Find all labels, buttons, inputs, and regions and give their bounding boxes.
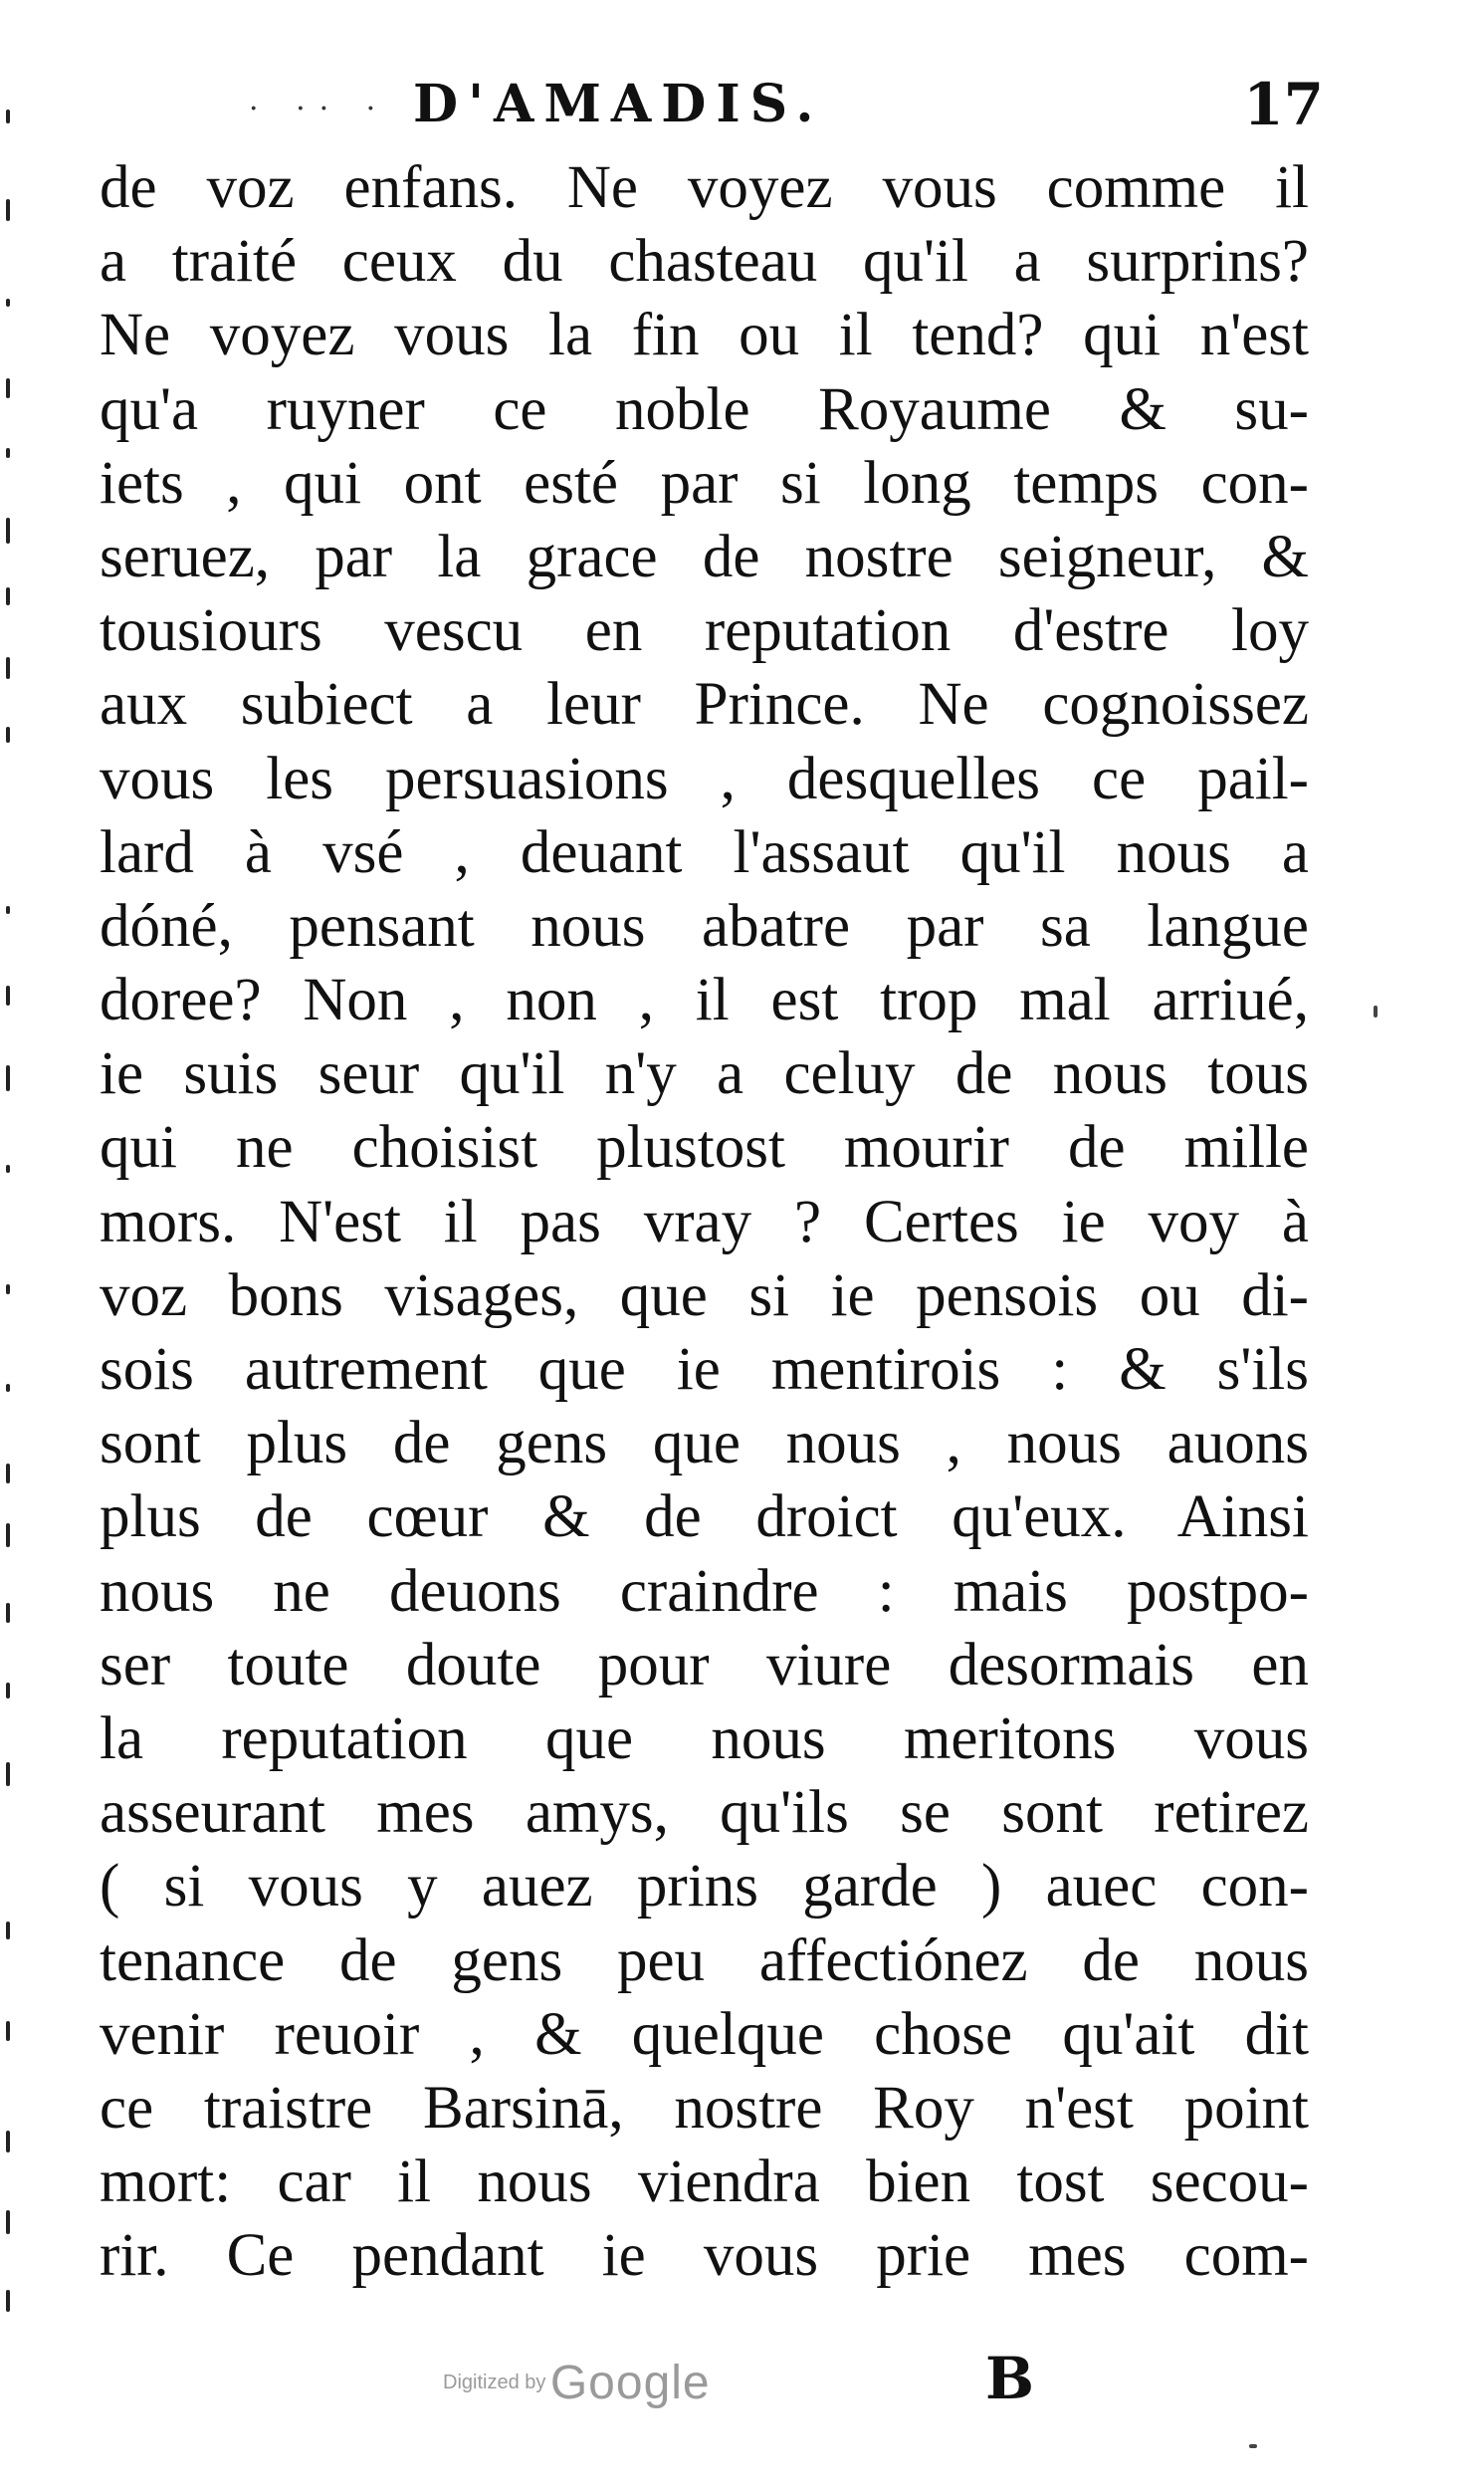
text-line: nous ne deuons craindre : mais postpo- [100,1557,1309,1625]
text-line: doree? Non , non , il est trop mal arriué, [100,967,1309,1034]
text-line: dóné, pensant nous abatre par sa langue [100,892,1309,960]
text-line: mors. N'est il pas vray ? Certes ie voy à [100,1188,1309,1255]
scan-speck [1249,2444,1257,2448]
text-line: ie suis seur qu'il n'y a celuy de nous tous [100,1040,1309,1108]
text-line: ce traistre Barsinā, nostre Roy n'est point [100,2074,1309,2142]
text-line: voz bons visages, que si ie pensois ou di- [100,1261,1309,1329]
text-line: vous les persuasions , desquelles ce pail- [100,745,1309,812]
text-line: ser toute doute pour viure desormais en [100,1631,1309,1698]
text-line: iets , qui ont esté par si long temps con- [100,449,1309,517]
text-line: asseurant mes amys, qu'ils se sont retirez [100,1779,1309,1847]
text-line: ( si vous y auez prins garde ) auec con- [100,1853,1309,1921]
digitized-watermark [443,2356,711,2410]
text-line: plus de cœur & de droict qu'eux. Ainsi [100,1483,1309,1551]
scan-speck [1374,1006,1378,1018]
text-line: tenance de gens peu affectiónez de nous [100,1926,1309,1994]
text-line: a traité ceux du chasteau qu'il a surprins? [100,228,1309,296]
digitized-brand: Google [549,2357,711,2409]
header-ornament: · ·· · [249,92,390,126]
text-line: sont plus de gens que nous , nous auons [100,1410,1309,1477]
text-line: tousiours vescu en reputation d'estre loy [100,597,1309,665]
body-text [100,151,1309,2293]
signature-mark: B [985,2345,1035,2412]
page-header [249,70,1324,139]
text-line: mort: car il nous viendra bien tost secou- [100,2149,1309,2216]
text-line: seruez, par la grace de nostre seigneur, & [100,523,1309,590]
text-line: Ne voyez vous la fin ou il tend? qui n'est [100,302,1309,369]
text-line: rir. Ce pendant ie vous prie mes com- [100,2222,1309,2290]
text-line: aux subiect a leur Prince. Ne cognoissez [100,671,1309,739]
text-line: qu'a ruyner ce noble Royaume & su- [100,375,1309,443]
text-line: venir reuoir , & quelque chose qu'ait dit [100,2000,1309,2068]
page-footer [0,2338,1484,2417]
text-line: qui ne choisist plustost mourir de mille [100,1114,1309,1182]
text-line: lard à vsé , deuant l'assaut qu'il nous a [100,818,1309,886]
running-title: D'AMADIS. [413,74,824,134]
text-line: la reputation que nous meritons vous [100,1704,1309,1772]
text-line: sois autrement que ie mentirois : & s'ils [100,1336,1309,1403]
digitized-prefix: Digitized by [443,2372,546,2393]
page-number: 17 [1243,71,1324,138]
text-line: de voz enfans. Ne voyez vous comme il [100,154,1309,221]
scan-gutter-marks [0,90,22,2330]
